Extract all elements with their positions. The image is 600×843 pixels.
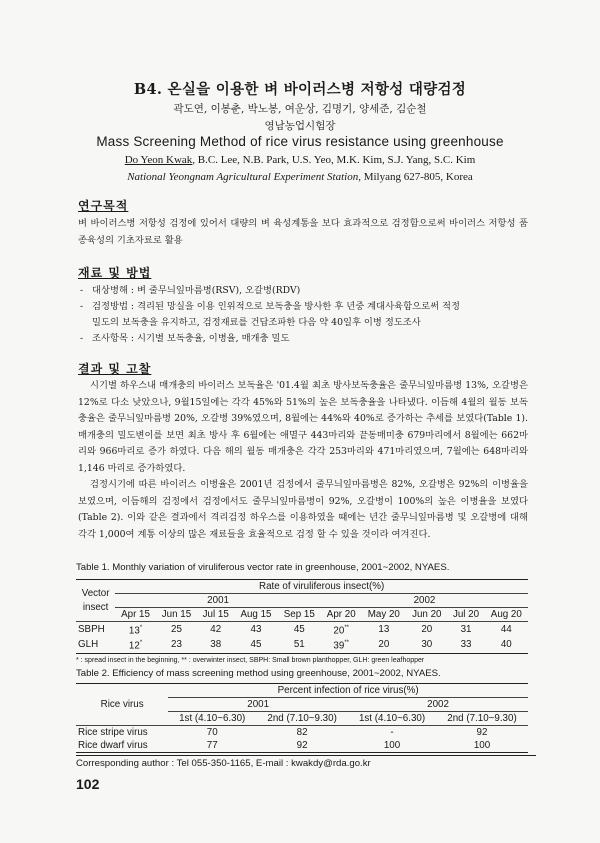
korean-affiliation: 영남농업시험장 <box>264 120 336 132</box>
table-cell: Sep 15 <box>278 608 321 622</box>
first-author: Do Yeon Kwak <box>124 154 193 166</box>
table-cell: 100 <box>383 740 401 751</box>
table-cell: Aug 15 <box>234 608 277 622</box>
table-cell: 42 <box>210 624 222 636</box>
table2 <box>76 683 528 753</box>
table-row-label: Rice stripe virus <box>78 727 148 738</box>
english-authors <box>0 154 600 166</box>
table-cell: 45 <box>250 639 262 651</box>
footnote-mark: * <box>139 625 143 631</box>
objective-heading: 연구목적 <box>78 199 129 213</box>
korean-title: B4. 온실을 이용한 벼 바이러스병 저항성 대량검정 <box>133 81 467 98</box>
english-affiliation <box>0 171 600 183</box>
methods-heading: 재료 및 방법 <box>78 266 152 280</box>
table2-span-header: Percent infection of rice virus(%) <box>168 684 528 698</box>
method-item: - 조사항목 : 시기별 보독충율, 이병율, 매개충 밀도 <box>80 333 290 344</box>
table1-year: 2001 <box>115 594 321 608</box>
table-cell: Apr 15 <box>115 608 156 622</box>
corresponding-author: Corresponding author : Tel 055-350-1165, E-mail : kwakdy@rda.go.kr <box>76 755 536 769</box>
table-cell: 70 <box>206 727 218 738</box>
table-row-label: Rice dwarf virus <box>78 740 148 751</box>
table-cell: 25 <box>171 624 182 636</box>
table-cell: 2nd (7.10~9.30) <box>436 712 528 726</box>
table1-stub-header: Vector insect <box>76 580 115 622</box>
table-cell: 31 <box>460 624 472 636</box>
table-cell: Jul 20 <box>447 608 484 622</box>
table-cell: 2nd (7.10~9.30) <box>256 712 348 726</box>
table-cell: May 20 <box>362 608 407 622</box>
table-cell: 20 <box>378 639 390 651</box>
table-cell: 30 <box>421 639 433 651</box>
table2-year: 2001 <box>168 698 348 712</box>
method-item: - 대상병해 : 벼 줄무늬잎마름병(RSV), 오갈병(RDV) <box>80 285 301 296</box>
institution: National Yeongnam Agricultural Experiment Station <box>127 171 359 183</box>
footnote-mark: * <box>139 640 143 647</box>
table-cell: 13 <box>378 624 390 636</box>
address: , Milyang 627-805, Korea <box>358 171 473 183</box>
table-cell: 100 <box>473 740 491 751</box>
table-cell: 38 <box>210 639 222 651</box>
korean-authors: 곽도연, 이봉춘, 박노봉, 여운상, 김명기, 양세준, 김순철 <box>173 103 427 115</box>
table-cell: 51 <box>293 639 305 651</box>
table-cell: 92 <box>476 727 488 738</box>
table-cell: 82 <box>296 727 308 738</box>
table-cell: 23 <box>171 639 182 651</box>
table-cell: 45 <box>293 624 305 636</box>
table-cell: 13* <box>128 625 143 637</box>
table-row-label: SBPH <box>78 624 105 636</box>
table-row-label: GLH <box>78 639 99 651</box>
table-cell: Apr 20 <box>321 608 362 622</box>
table2-stub-header: Rice virus <box>76 684 168 726</box>
method-item-continued: 밀도의 보독충을 유지하고, 검정재료를 건답조파한 다음 약 40일후 이병 정도조사 <box>92 317 421 328</box>
table-cell: 33 <box>460 639 472 651</box>
table2-caption: Table 2. Efficiency of mass screening method using greenhouse, 2001~2002, NYAES. <box>76 668 441 679</box>
table-cell: 40 <box>500 639 512 651</box>
table-cell: - <box>390 727 394 738</box>
table-cell: 92 <box>296 740 308 751</box>
objective-text: 벼 바이러스병 저항성 검정에 있어서 대량의 벼 육성계통을 보다 효과적으로 검정함으로써 바이러스 저항성 품종육성의 기초자료로 활용 <box>78 218 528 246</box>
methods-list <box>80 283 525 347</box>
results-paragraph-1: 시기별 하우스내 매개충의 바이러스 보독율은 '01.4월 최초 방사보독충율은 줄무늬잎마름병 13%, 오갈병은 12%로 다소 낮았으나, 9월15일에는 각각 45%와 51%의 높은 보독충율을 나타냈다. 이듬해 4월의 월동 보독충율은 줄무늬잎마름병 20%, 오갈병 39%였으며, 8월에는 44%와 40%로 증가하는 추세를 보였다(Table 1). 매개충의 밀도변이를 보면 최초 방사 후 6월에는 애멸구 443마리와 끝동매미충 679마리에서 8월에는 662마리와 966마리로 증가 하였다. 다음 해의 월동 매개충은 각각 253마리와 471마리였으며, 7월에는 648마리와 1,146 마리로 증가하였다. <box>78 380 528 474</box>
table1-year: 2002 <box>321 594 528 608</box>
table-cell: Jul 15 <box>197 608 234 622</box>
table1-footnote: * : spread insect in the beginning, ** : overwinter insect, SBPH: Small brown planthopper, GLH: green leafhopper <box>76 657 425 664</box>
table2-year: 2002 <box>348 698 528 712</box>
results-paragraph-2: 검정시기에 따른 바이러스 이병율은 2001년 검정에서 줄무늬잎마름병은 82%, 오갈병은 92%의 이병율을 보였으며, 이듬해의 검정에서 검정에서도 줄무늬잎마름병이 92%, 오갈병이 100%의 높은 이병율을 보였다(Table 2). 이와 같은 결과에서 격리검정 하우스를 이용하였을 때에는 년간 줄무늬잎마름병 및 오갈병에 대해 각각 1,000여 계통 이상의 많은 재료들을 효율적으로 검정 할 수 있을 것이라 여겨진다. <box>78 479 528 540</box>
table-cell: 44 <box>500 624 512 636</box>
table-cell: 39** <box>333 640 349 652</box>
table-cell: Jun 15 <box>156 608 197 622</box>
footnote-mark: ** <box>344 625 349 631</box>
page-number: 102 <box>76 776 100 792</box>
table-cell: 1st (4.10~6.30) <box>348 712 436 726</box>
table1-caption: Table 1. Monthly variation of viruliferous vector rate in greenhouse, 2001~2002, NYAES. <box>76 562 450 573</box>
english-title: Mass Screening Method of rice virus resistance using greenhouse <box>96 134 504 149</box>
table-cell: 20** <box>333 625 349 637</box>
table-cell: Jun 20 <box>406 608 447 622</box>
results-body <box>78 378 528 543</box>
other-authors: , B.C. Lee, N.B. Park, U.S. Yeo, M.K. Kim, S.J. Yang, S.C. Kim <box>192 154 476 166</box>
footnote-mark: ** <box>344 640 349 647</box>
table-cell: 43 <box>250 624 262 636</box>
table1-span-header: Rate of viruliferous insect(%) <box>115 580 528 594</box>
table-cell: 12* <box>128 640 143 652</box>
table-cell: Aug 20 <box>485 608 528 622</box>
results-heading: 결과 및 고찰 <box>78 362 152 376</box>
method-item: - 검정방법 : 격리된 망실을 이용 인위적으로 보독충을 방사한 후 년중 계대사육함으로써 적정 <box>80 301 460 312</box>
table-cell: 20 <box>421 624 433 636</box>
table1 <box>76 579 528 654</box>
table-cell: 1st (4.10~6.30) <box>168 712 256 726</box>
table-cell: 77 <box>206 740 218 751</box>
